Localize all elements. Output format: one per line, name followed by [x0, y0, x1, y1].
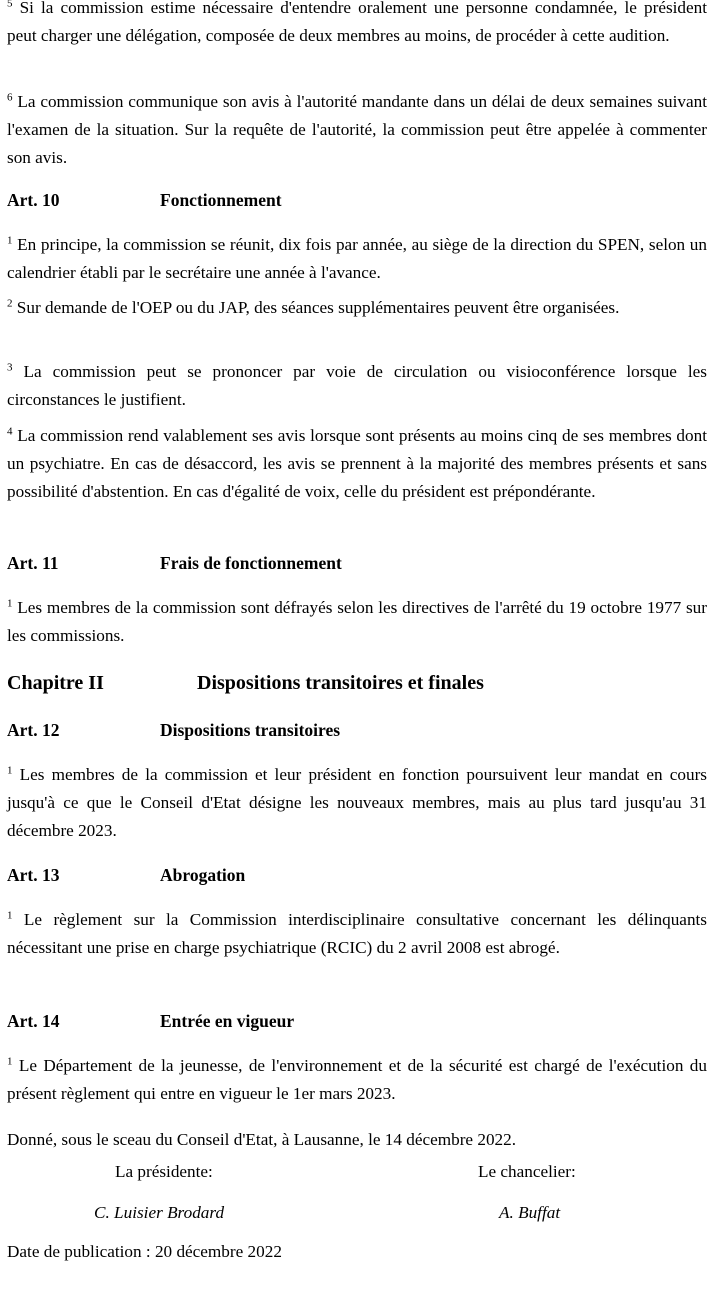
paragraph-9-5: [7, 0, 707, 50]
paragraph-12-1: [7, 761, 707, 845]
paragraph-10-1: [7, 231, 707, 287]
paragraph-number: 5: [7, 0, 13, 10]
paragraph-text: Les membres de la commission sont défrayés selon les directives de l'arrêté du 19 octobre 1977 sur les commissions.: [7, 598, 707, 645]
chapter-heading: [7, 670, 707, 696]
paragraph-10-2: [7, 294, 707, 322]
article-number: Art. 10: [7, 190, 60, 210]
article-13-heading: [7, 863, 707, 887]
article-title: Frais de fonctionnement: [160, 553, 342, 573]
paragraph-11-1: [7, 594, 707, 650]
given-line: [7, 1126, 707, 1154]
given-text: Donné, sous le sceau du Conseil d'Etat, à Lausanne, le 14 décembre 2022.: [7, 1130, 517, 1149]
paragraph-10-3: [7, 358, 707, 414]
paragraph-text: En principe, la commission se réunit, dix fois par année, au siège de la direction du SPEN, selon un calendrier établi par le secrétaire une année à l'avance.: [7, 235, 707, 282]
article-title: Entrée en vigueur: [160, 1011, 295, 1031]
paragraph-number: 1: [7, 764, 13, 777]
paragraph-text: Si la commission estime nécessaire d'entendre oralement une personne condamnée, le président peut charger une délégation, composée de deux membres au moins, de procéder à cette audition.: [7, 0, 707, 45]
paragraph-number: 3: [7, 361, 13, 374]
paragraph-text: La commission communique son avis à l'autorité mandante dans un délai de deux semaines suivant l'examen de la situation. Sur la requête de l'autorité, la commission peut être appelée à commenter son avis.: [7, 92, 707, 167]
paragraph-9-6: [7, 88, 707, 172]
article-12-heading: [7, 718, 707, 742]
article-title: Dispositions transitoires: [160, 720, 341, 740]
president-name: C. Luisier Brodard: [94, 1203, 225, 1222]
article-14-heading: [7, 1009, 707, 1033]
paragraph-text: Le règlement sur la Commission interdisciplinaire consultative concernant les délinquants nécessitant une prise en charge psychiatrique (RCIC) du 2 avril 2008 est abrogé.: [7, 910, 707, 957]
paragraph-number: 1: [7, 597, 13, 610]
paragraph-number: 6: [7, 91, 13, 104]
chancellor-label: Le chancelier:: [478, 1162, 576, 1181]
paragraph-number: 2: [7, 297, 13, 310]
article-10-heading: [7, 188, 707, 212]
publication-date: Date de publication : 20 décembre 2022: [7, 1242, 282, 1261]
paragraph-14-1: [7, 1052, 707, 1108]
paragraph-number: 1: [7, 234, 13, 247]
paragraph-number: 1: [7, 1055, 13, 1068]
paragraph-text: La commission peut se prononcer par voie de circulation ou visioconférence lorsque les circonstances le justifient.: [7, 362, 707, 409]
paragraph-10-4: [7, 422, 707, 506]
article-number: Art. 14: [7, 1011, 60, 1031]
paragraph-13-1: [7, 906, 707, 962]
article-title: Fonctionnement: [160, 190, 282, 210]
article-number: Art. 12: [7, 720, 60, 740]
article-11-heading: [7, 551, 707, 575]
chancellor-name: A. Buffat: [499, 1203, 561, 1222]
president-label: La présidente:: [115, 1162, 213, 1181]
paragraph-text: La commission rend valablement ses avis lorsque sont présents au moins cinq de ses membres dont un psychiatre. En cas de désaccord, les avis se prennent à la majorité des membres présents et sans possibilité d'abstention. En cas d'égalité de voix, celle du président est prépondérante.: [7, 426, 707, 501]
paragraph-text: Le Département de la jeunesse, de l'environnement et de la sécurité est chargé de l'exécution du présent règlement qui entre en vigueur le 1er mars 2023.: [7, 1056, 707, 1103]
chapter-number: Chapitre II: [7, 672, 104, 694]
article-title: Abrogation: [160, 865, 246, 885]
paragraph-text: Les membres de la commission et leur président en fonction poursuivent leur mandat en cours jusqu'à ce que le Conseil d'Etat désigne les nouveaux membres, mais au plus tard jusqu'au 31 décembre 2023.: [7, 765, 707, 840]
paragraph-number: 4: [7, 425, 13, 438]
article-number: Art. 11: [7, 553, 59, 573]
chapter-title: Dispositions transitoires et finales: [197, 672, 484, 694]
paragraph-text: Sur demande de l'OEP ou du JAP, des séances supplémentaires peuvent être organisées.: [12, 298, 620, 317]
article-number: Art. 13: [7, 865, 60, 885]
paragraph-number: 1: [7, 909, 13, 922]
